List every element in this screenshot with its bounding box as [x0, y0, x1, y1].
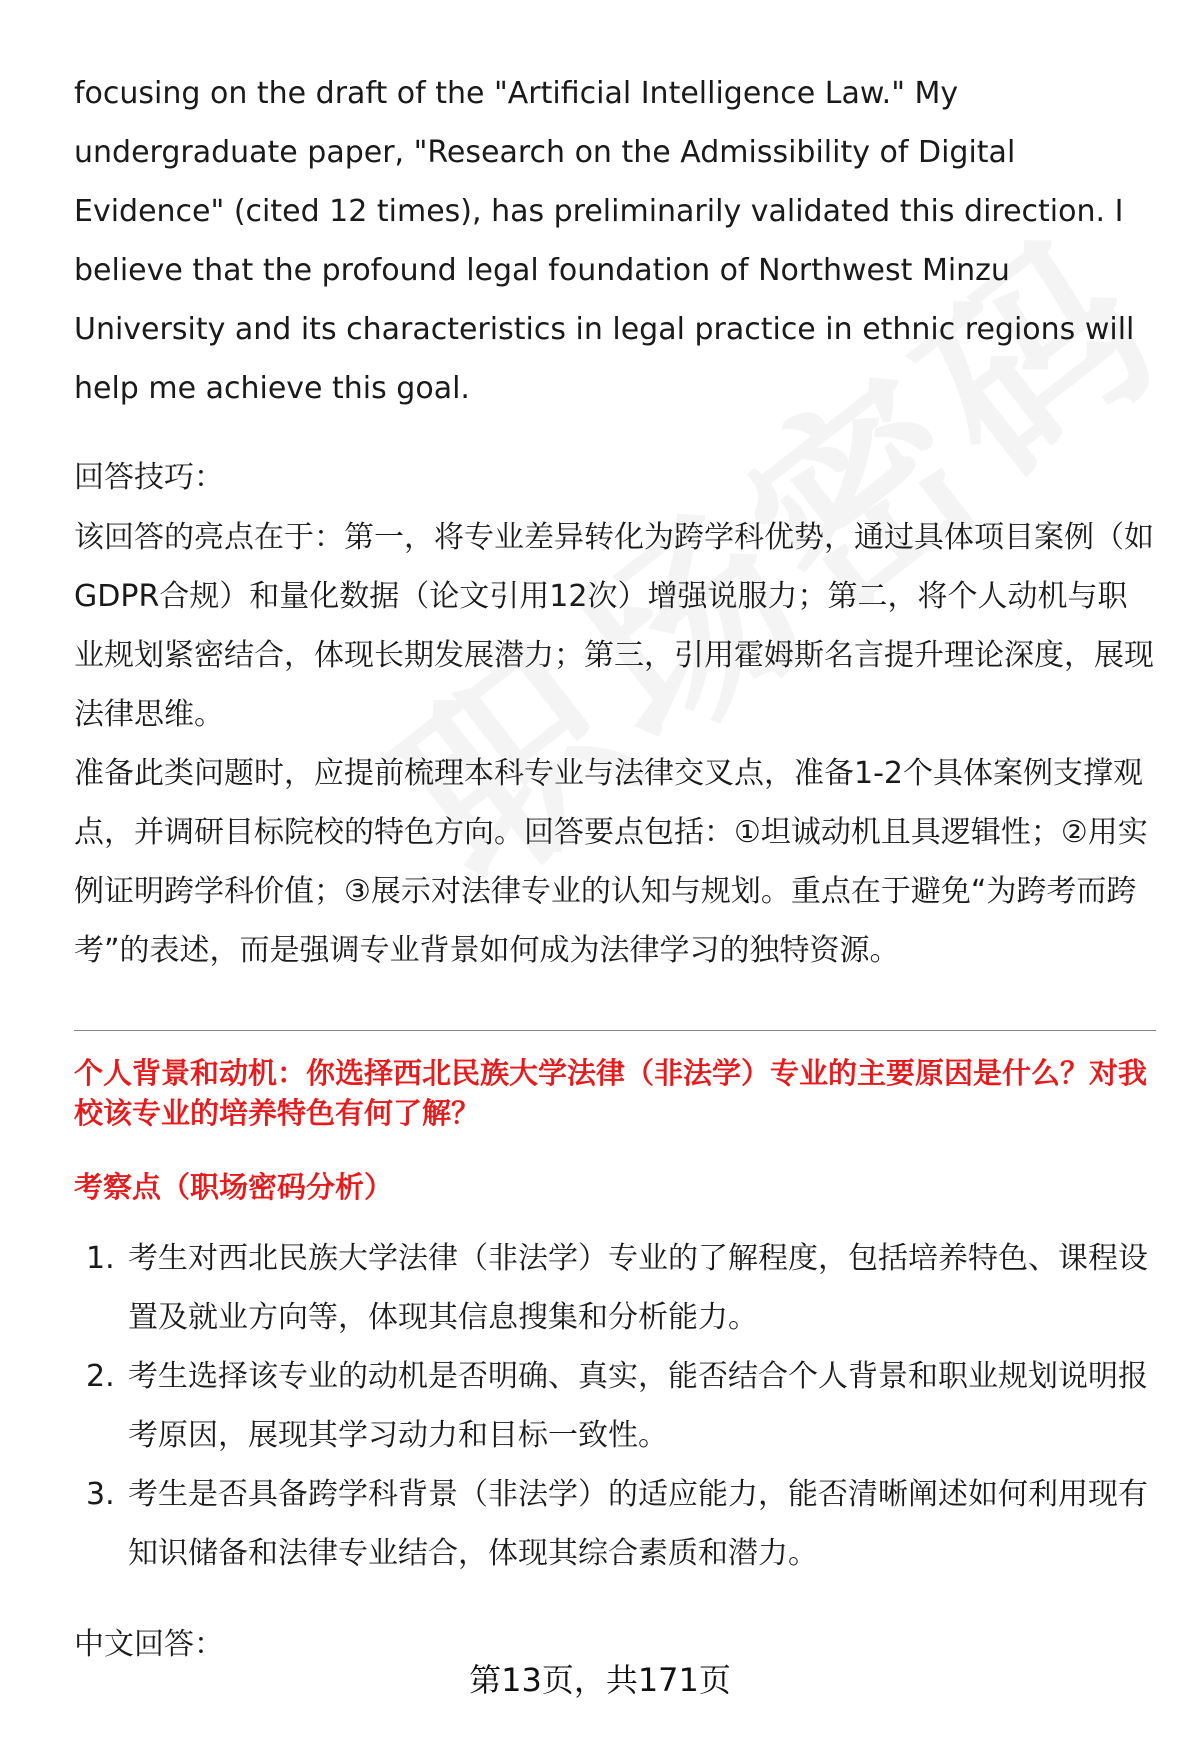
tips-paragraph-2: 准备此类问题时，应提前梳理本科专业与法律交叉点，准备1-2个具体案例支撑观点，并调研目标院校的特色方向。回答要点包括：①坦诚动机且具逻辑性；②用实例证明跨学科价值；③展示对法律专业的认知与规划。重点在于避免“为跨考而跨考”的表述，而是强调专业背景如何成为法律学习的独特资源。	[74, 756, 1148, 968]
list-item	[74, 1347, 1156, 1465]
list-item-text: 考生对西北民族大学法律（非法学）专业的了解程度，包括培养特色、课程设置及就业方向等，体现其信息搜集和分析能力。	[128, 1241, 1148, 1335]
list-number: 3.	[86, 1477, 115, 1512]
list-number: 2.	[86, 1359, 115, 1394]
list-item	[74, 1465, 1156, 1583]
tips-paragraph-1: 该回答的亮点在于：第一，将专业差异转化为跨学科优势，通过具体项目案例（如GDPR合规）和量化数据（论文引用12次）增强说服力；第二，将个人动机与职业规划紧密结合，体现长期发展潜力；第三，引用霍姆斯名言提升理论深度，展现法律思维。	[74, 520, 1154, 732]
intro-paragraph: focusing on the draft of the "Artificial Intelligence Law." My undergraduate paper, "Research on the Admissibility of Digital Evidence" (cited 12 times), has preliminarily validated this direction. I believe that the profound legal foundation of Northwest Minzu University and its characteristics in legal practice in ethnic regions will help me achieve this goal.	[74, 76, 1135, 406]
list-item-text: 考生是否具备跨学科背景（非法学）的适应能力，能否清晰阐述如何利用现有知识储备和法律专业结合，体现其综合素质和潜力。	[128, 1477, 1148, 1571]
tips-label: 回答技巧：	[74, 460, 224, 495]
section-divider	[74, 1030, 1156, 1031]
answer-label: 中文回答：	[74, 1627, 224, 1662]
assessment-points-list	[74, 1229, 1156, 1583]
page-footer: 第13页，共171页	[469, 1661, 731, 1699]
question-heading: 个人背景和动机：你选择西北民族大学法律（非法学）专业的主要原因是什么？对我校该专业的培养特色有何了解？	[74, 1056, 1148, 1130]
list-item	[74, 1229, 1156, 1347]
document-page	[74, 64, 1156, 1665]
section-title: 考察点（职场密码分析）	[74, 1170, 394, 1204]
list-item-text: 考生选择该专业的动机是否明确、真实，能否结合个人背景和职业规划说明报考原因，展现其学习动力和目标一致性。	[128, 1359, 1148, 1453]
list-number: 1.	[86, 1241, 115, 1276]
